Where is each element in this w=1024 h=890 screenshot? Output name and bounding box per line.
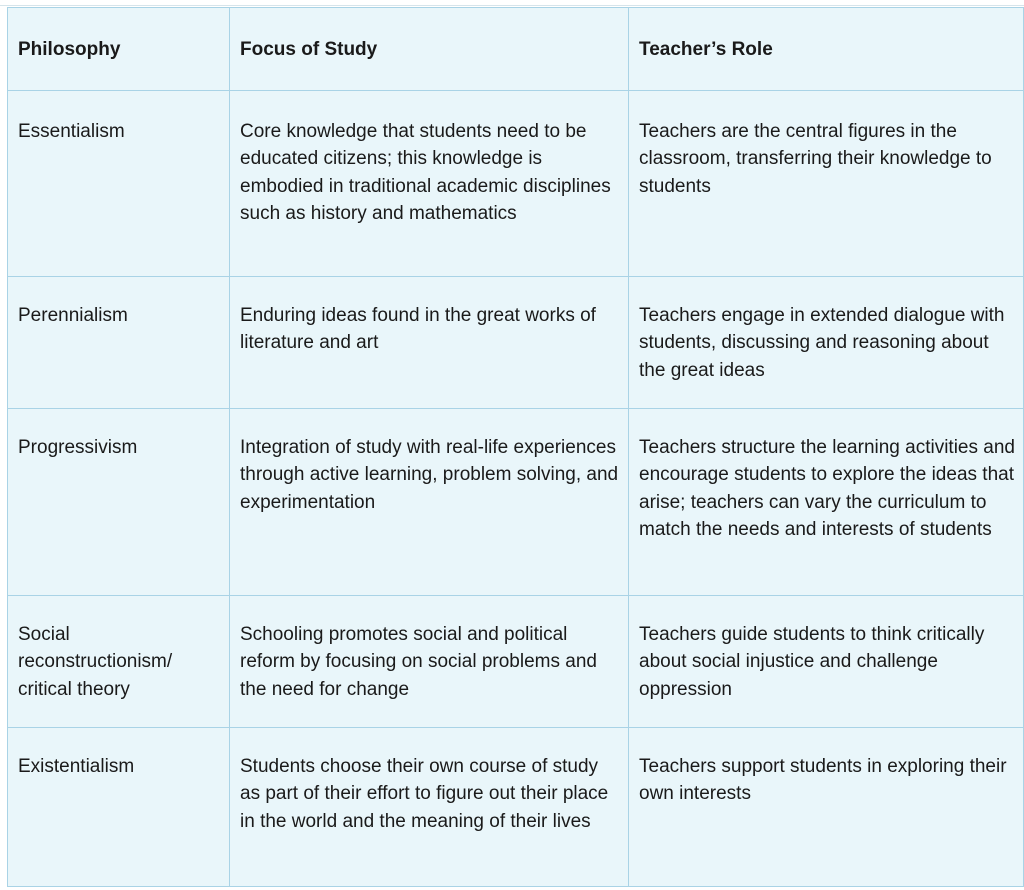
cell-focus: Schooling promotes social and political reform by focusing on social problems and the need for change bbox=[230, 596, 629, 728]
cell-role: Teachers guide students to think critically about social injustice and challenge oppression bbox=[629, 596, 1024, 728]
cell-philosophy: Existentialism bbox=[8, 728, 230, 887]
cell-role: Teachers engage in extended dialogue with students, discussing and reasoning about the great ideas bbox=[629, 277, 1024, 409]
cell-philosophy: Perennialism bbox=[8, 277, 230, 409]
cell-focus: Students choose their own course of study as part of their effort to figure out their place in the world and the meaning of their lives bbox=[230, 728, 629, 887]
cell-philosophy: Progressivism bbox=[8, 409, 230, 596]
cell-role: Teachers are the central figures in the classroom, transferring their knowledge to students bbox=[629, 91, 1024, 277]
cell-focus: Enduring ideas found in the great works of literature and art bbox=[230, 277, 629, 409]
table-row bbox=[8, 728, 1024, 887]
cell-philosophy: Essentialism bbox=[8, 91, 230, 277]
table-row bbox=[8, 409, 1024, 596]
table-row bbox=[8, 277, 1024, 409]
cell-role: Teachers support students in exploring their own interests bbox=[629, 728, 1024, 887]
table-row bbox=[8, 91, 1024, 277]
cell-role: Teachers structure the learning activities and encourage students to explore the ideas that arise; teachers can vary the curriculum to match the needs and interests of students bbox=[629, 409, 1024, 596]
header-row bbox=[8, 8, 1024, 91]
philosophy-table bbox=[7, 7, 1024, 887]
header-focus-of-study: Focus of Study bbox=[230, 8, 629, 91]
cell-focus: Core knowledge that students need to be educated citizens; this knowledge is embodied in traditional academic disciplines such as history and mathematics bbox=[230, 91, 629, 277]
header-teachers-role: Teacher’s Role bbox=[629, 8, 1024, 91]
cell-focus: Integration of study with real-life experiences through active learning, problem solving, and experimentation bbox=[230, 409, 629, 596]
philosophy-table-container bbox=[7, 7, 1023, 887]
table-row bbox=[8, 596, 1024, 728]
header-philosophy: Philosophy bbox=[8, 8, 230, 91]
top-divider bbox=[0, 5, 1024, 6]
cell-philosophy: Social reconstructionism/ critical theory bbox=[8, 596, 230, 728]
